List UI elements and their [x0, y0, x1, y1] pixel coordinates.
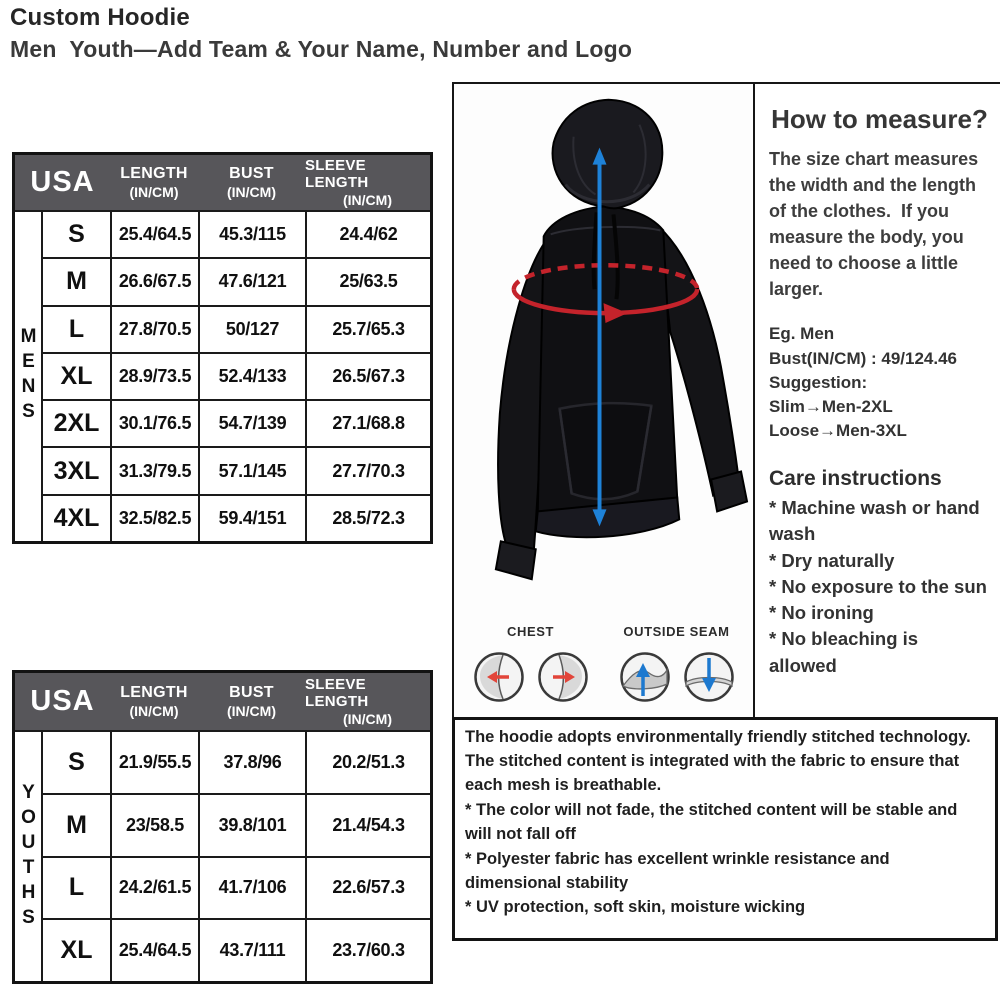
length-cell: 26.6/67.5 — [110, 257, 198, 304]
hoodie-photo — [454, 84, 753, 589]
fold-arrow-left-icon — [473, 651, 525, 703]
size-cell: 4XL — [43, 494, 110, 541]
length-cell: 25.4/64.5 — [110, 210, 198, 257]
length-cell: 28.9/73.5 — [110, 352, 198, 399]
bust-cell: 47.6/121 — [198, 257, 305, 304]
hoodie-photo-panel — [452, 82, 755, 717]
bust-cell: 52.4/133 — [198, 352, 305, 399]
care-item: * No bleaching is allowed — [769, 628, 919, 676]
column-header-usa: USA — [15, 155, 110, 210]
length-cell: 31.3/79.5 — [110, 446, 198, 493]
size-cell: 3XL — [43, 446, 110, 493]
bust-cell: 54.7/139 — [198, 399, 305, 446]
column-label: SLEEVE LENGTH — [305, 676, 369, 711]
column-unit: (IN/CM) — [129, 183, 179, 200]
page-subtitle: Men Youth—Add Team & Your Name, Number and Logo — [10, 36, 633, 62]
example-line: Suggestion: — [769, 372, 868, 392]
bust-cell: 37.8/96 — [198, 730, 305, 793]
info-paragraph: The hoodie adopts environmentally friendly stitched technology. The stitched content is integrated with the fabric to ensure that each mesh is breathable. — [465, 728, 971, 794]
column-unit: (IN/CM) — [343, 191, 392, 208]
bust-cell: 43.7/111 — [198, 918, 305, 981]
sleeve-cell: 25/63.5 — [305, 257, 430, 304]
bust-cell: 57.1/145 — [198, 446, 305, 493]
sleeve-cell: 27.7/70.3 — [305, 446, 430, 493]
chest-icon-group — [473, 624, 589, 703]
length-cell: 23/58.5 — [110, 793, 198, 856]
example-line: Bust(IN/CM) : 49/124.46 — [769, 348, 957, 368]
sleeve-cell: 27.1/68.8 — [305, 399, 430, 446]
bust-cell: 41.7/106 — [198, 856, 305, 919]
bust-cell: 59.4/151 — [198, 494, 305, 541]
sleeve-cell: 24.4/62 — [305, 210, 430, 257]
fabric-info-box — [452, 717, 998, 941]
care-item: * No ironing — [769, 602, 874, 624]
care-instructions-heading: Care instructions — [769, 467, 942, 491]
bust-cell: 50/127 — [198, 305, 305, 352]
care-item: * Machine wash or hand wash — [769, 497, 980, 545]
fold-arrow-up-icon — [619, 651, 671, 703]
outside-seam-icon-group — [619, 624, 735, 703]
how-to-measure-heading: How to measure? — [771, 104, 988, 134]
length-cell: 27.8/70.5 — [110, 305, 198, 352]
sleeve-cell: 20.2/51.3 — [305, 730, 430, 793]
length-cell: 32.5/82.5 — [110, 494, 198, 541]
length-cell: 24.2/61.5 — [110, 856, 198, 919]
mens-size-table — [12, 152, 433, 544]
column-header-sleeve — [305, 673, 430, 730]
youths-size-table — [12, 670, 433, 984]
column-header-bust — [198, 155, 305, 210]
size-cell: L — [43, 305, 110, 352]
youths-group-label: YOUTHS — [15, 730, 43, 981]
size-cell: M — [43, 257, 110, 304]
column-label: BUST — [229, 165, 274, 183]
how-to-measure-panel — [755, 82, 1000, 717]
column-unit: (IN/CM) — [129, 702, 179, 719]
outside-seam-label: OUTSIDE SEAM — [623, 624, 730, 639]
length-cell: 30.1/76.5 — [110, 399, 198, 446]
column-label: LENGTH — [120, 684, 188, 702]
column-unit: (IN/CM) — [227, 702, 276, 719]
care-item: * Dry naturally — [769, 549, 895, 571]
sleeve-cell: 23.7/60.3 — [305, 918, 430, 981]
example-line: Eg. Men — [769, 324, 835, 344]
column-label: LENGTH — [120, 165, 188, 183]
sleeve-cell: 22.6/57.3 — [305, 856, 430, 919]
care-instructions-list — [769, 495, 990, 679]
measure-icons-row — [454, 624, 753, 703]
size-cell: S — [43, 210, 110, 257]
column-header-length — [110, 673, 198, 730]
column-unit: (IN/CM) — [343, 710, 392, 727]
size-cell: M — [43, 793, 110, 856]
size-suggestion-example — [769, 322, 990, 443]
column-header-bust — [198, 673, 305, 730]
bust-cell: 39.8/101 — [198, 793, 305, 856]
example-line: Slim→Men-2XL — [769, 396, 893, 416]
sleeve-cell: 26.5/67.3 — [305, 352, 430, 399]
info-paragraph: * UV protection, soft skin, moisture wicking — [465, 898, 806, 917]
how-to-measure-body: The size chart measures the width and the length of the clothes. If you measure the body, you need to choose a little larger. — [769, 149, 984, 299]
column-header-length — [110, 155, 198, 210]
info-paragraph: * Polyester fabric has excellent wrinkle resistance and dimensional stability — [465, 849, 890, 892]
column-header-sleeve — [305, 155, 430, 210]
length-cell: 21.9/55.5 — [110, 730, 198, 793]
care-item: * No exposure to the sun — [769, 575, 987, 597]
sleeve-cell: 28.5/72.3 — [305, 494, 430, 541]
column-label: BUST — [229, 684, 274, 702]
size-cell: XL — [43, 352, 110, 399]
chest-label: CHEST — [506, 624, 555, 639]
sleeve-cell: 25.7/65.3 — [305, 305, 430, 352]
bust-cell: 45.3/115 — [198, 210, 305, 257]
size-cell: 2XL — [43, 399, 110, 446]
example-line: Loose→Men-3XL — [769, 420, 907, 440]
size-cell: L — [43, 856, 110, 919]
column-header-usa: USA — [15, 673, 110, 730]
column-unit: (IN/CM) — [227, 183, 276, 200]
mens-group-label: MENS — [15, 210, 43, 541]
fold-arrow-down-icon — [683, 651, 735, 703]
info-paragraph: * The color will not fade, the stitched content will be stable and will not fall off — [465, 800, 958, 843]
length-cell: 25.4/64.5 — [110, 918, 198, 981]
sleeve-cell: 21.4/54.3 — [305, 793, 430, 856]
page-title: Custom Hoodie — [10, 4, 190, 31]
size-cell: S — [43, 730, 110, 793]
fold-arrow-right-icon — [537, 651, 589, 703]
size-cell: XL — [43, 918, 110, 981]
column-label: SLEEVE LENGTH — [305, 157, 369, 192]
